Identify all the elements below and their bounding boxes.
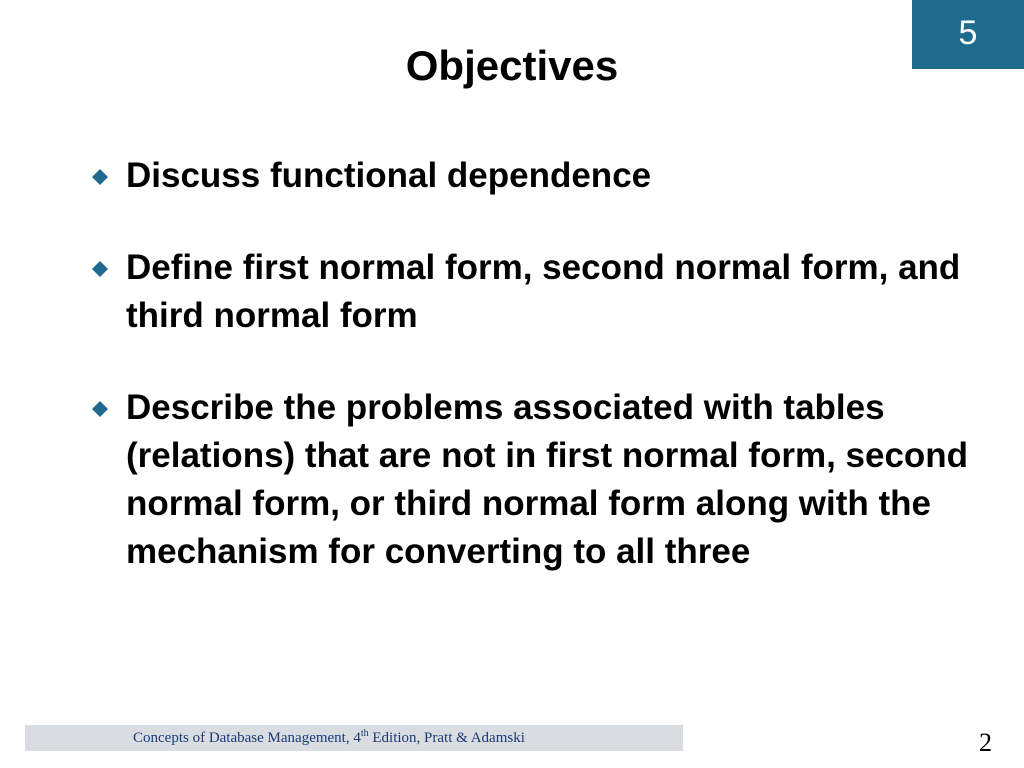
- bullet-text: Describe the problems associated with tables (relations) that are not in first normal form, second normal form, or third normal form along with the mechanism for converting to all three: [126, 388, 969, 571]
- page-number: 2: [979, 728, 992, 757]
- diamond-icon: [92, 261, 108, 277]
- diamond-icon: [92, 169, 108, 185]
- footer-bar: [25, 725, 683, 751]
- list-item: [88, 152, 988, 200]
- footer-text-before: Concepts of Database Management, 4: [133, 730, 361, 746]
- footer-superscript: th: [360, 728, 369, 739]
- slide-title: Objectives: [405, 42, 619, 89]
- bullet-text: Discuss functional dependence: [126, 156, 652, 195]
- list-item: [88, 244, 988, 340]
- bullet-text: Define first normal form, second normal form, and third normal form: [126, 248, 961, 335]
- chapter-number-badge: 5: [912, 0, 1024, 69]
- footer-citation: [133, 729, 525, 747]
- footer-text-after: Edition, Pratt & Adamski: [368, 730, 525, 746]
- diamond-icon: [92, 401, 108, 417]
- objectives-list: [88, 152, 988, 620]
- list-item: [88, 384, 988, 576]
